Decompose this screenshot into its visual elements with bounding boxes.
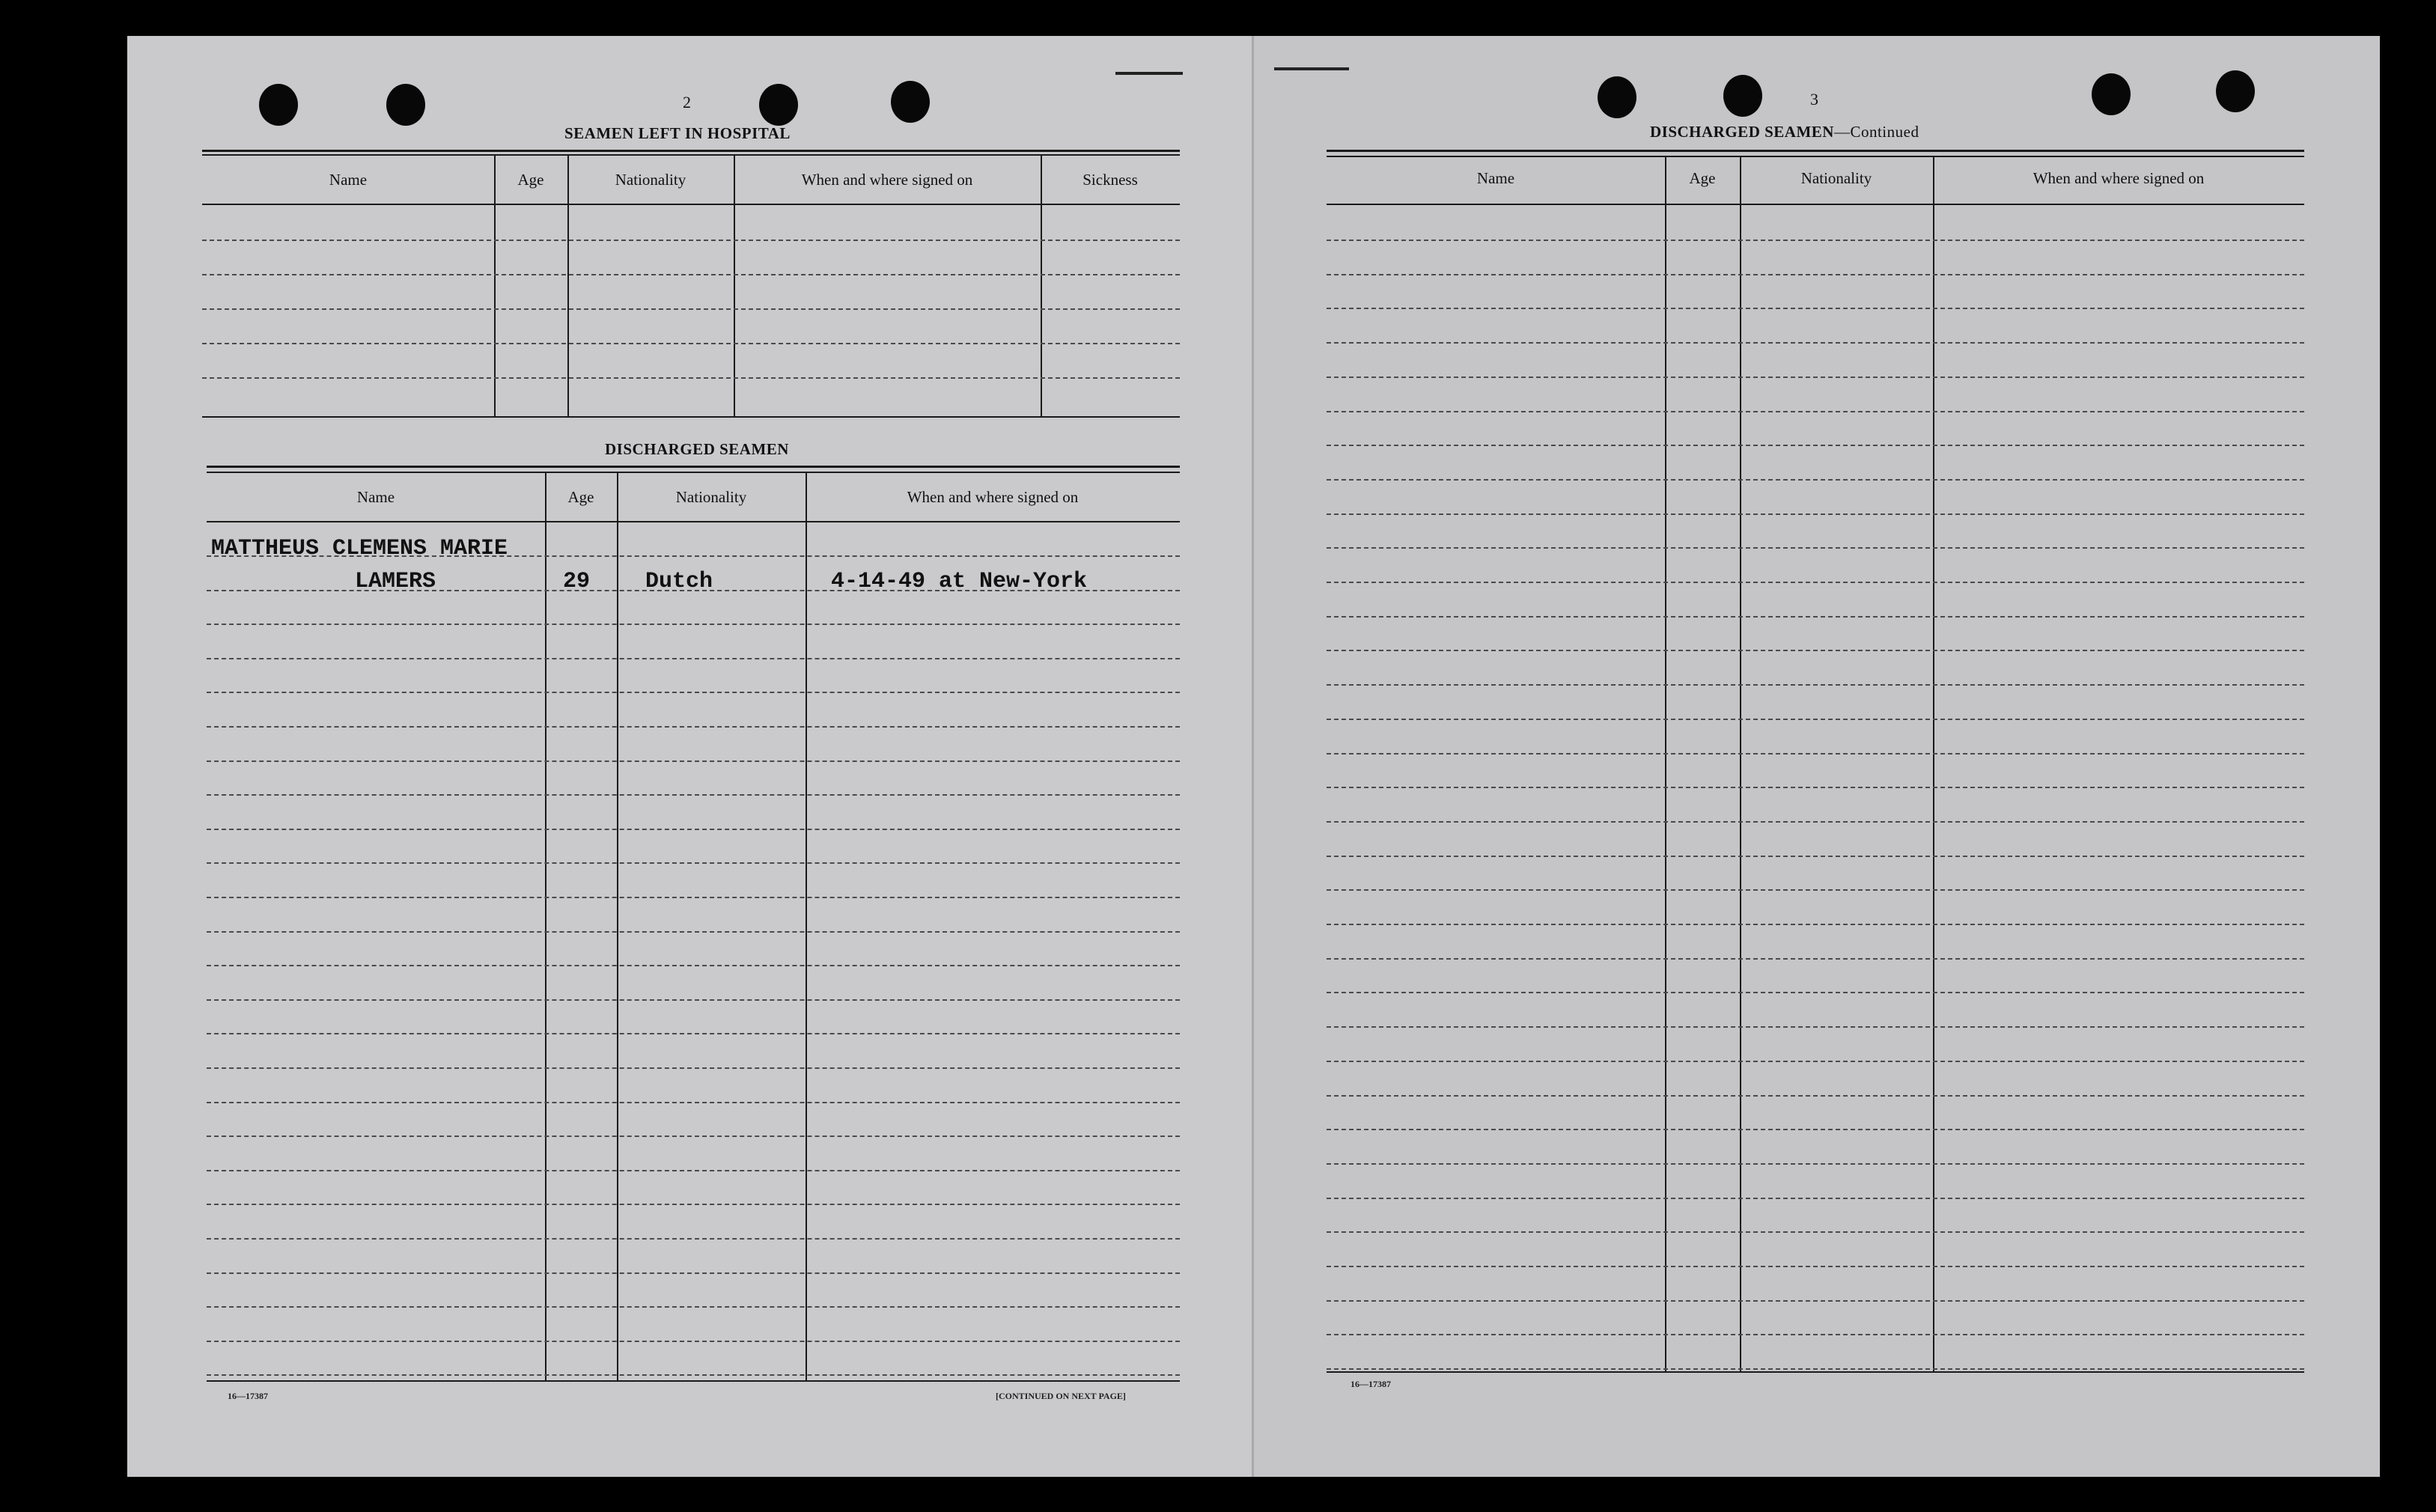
column-header-nationality: Nationality xyxy=(615,171,686,189)
row-line xyxy=(1327,1026,2304,1028)
row-line xyxy=(207,726,1180,728)
column-divider xyxy=(1665,156,1666,1373)
table-top-rule xyxy=(1327,156,2304,157)
row-line xyxy=(1327,1334,2304,1335)
punch-hole xyxy=(1723,75,1762,117)
punch-hole xyxy=(759,84,798,126)
row-line xyxy=(207,658,1180,659)
row-line xyxy=(1327,1095,2304,1097)
row-line xyxy=(1327,308,2304,309)
row-line xyxy=(1327,1368,2304,1370)
column-header-name: Name xyxy=(329,171,368,189)
column-header-nationality: Nationality xyxy=(1800,169,1872,187)
row-line xyxy=(1327,856,2304,857)
title-bold: DISCHARGED SEAMEN xyxy=(1650,123,1834,141)
row-line xyxy=(207,1238,1180,1240)
title-suffix: —Continued xyxy=(1833,123,1919,141)
row-line xyxy=(1327,1163,2304,1165)
column-header-name: Name xyxy=(356,488,395,506)
seaman-name: MATTHEUS CLEMENS MARIE xyxy=(211,536,508,561)
row-line xyxy=(1327,582,2304,583)
row-line xyxy=(202,274,1180,275)
row-line xyxy=(1327,445,2304,446)
page-number: 3 xyxy=(1810,90,1818,109)
row-line xyxy=(207,862,1180,864)
column-header-name: Name xyxy=(1476,169,1515,187)
column-divider xyxy=(1933,156,1934,1373)
row-line xyxy=(1327,411,2304,412)
row-line xyxy=(1327,1231,2304,1233)
row-line xyxy=(1327,1198,2304,1199)
row-line xyxy=(1327,616,2304,618)
row-line xyxy=(207,1067,1180,1069)
page-number: 2 xyxy=(683,93,691,112)
row-line xyxy=(1327,1061,2304,1062)
row-line xyxy=(207,897,1180,898)
row-line xyxy=(207,1204,1180,1205)
row-line xyxy=(202,377,1180,379)
ink-mark xyxy=(1274,67,1349,70)
column-header-age: Age xyxy=(1689,169,1716,187)
discharged-section-title: DISCHARGED SEAMEN xyxy=(605,440,789,458)
row-line xyxy=(1327,377,2304,378)
row-line xyxy=(207,692,1180,693)
row-line xyxy=(1327,787,2304,788)
row-line xyxy=(207,1033,1180,1034)
left-page xyxy=(127,36,1252,1477)
column-header-sickness: Sickness xyxy=(1083,171,1138,189)
column-header-age: Age xyxy=(567,488,594,506)
row-line xyxy=(1327,753,2304,755)
seaman-signed-on: 4-14-49 at New-York xyxy=(831,569,1088,594)
row-line xyxy=(1327,821,2304,823)
row-line xyxy=(207,1341,1180,1342)
header-bottom-rule xyxy=(1327,204,2304,205)
row-line xyxy=(207,1306,1180,1308)
punch-hole xyxy=(259,84,298,126)
right-page xyxy=(1252,36,2380,1477)
row-line xyxy=(1327,650,2304,651)
row-line xyxy=(1327,547,2304,549)
row-line xyxy=(207,931,1180,933)
row-line xyxy=(207,760,1180,762)
row-line xyxy=(207,1272,1180,1274)
row-line xyxy=(1327,274,2304,275)
row-line xyxy=(207,794,1180,796)
row-line xyxy=(1327,513,2304,515)
table-bottom-rule xyxy=(1327,1371,2304,1373)
table-top-rule xyxy=(202,150,1180,152)
row-line xyxy=(202,308,1180,310)
punch-hole xyxy=(1598,76,1636,118)
hospital-section-title: SEAMEN LEFT IN HOSPITAL xyxy=(564,124,791,142)
continued-note: [CONTINUED ON NEXT PAGE] xyxy=(996,1391,1126,1401)
row-line xyxy=(1327,240,2304,241)
column-divider xyxy=(545,472,546,1382)
column-header-nationality: Nationality xyxy=(675,488,747,506)
punch-hole xyxy=(2092,73,2131,115)
row-line xyxy=(207,1135,1180,1137)
form-number: 16—17387 xyxy=(228,1391,268,1401)
row-line xyxy=(1327,684,2304,686)
column-header-signed-on: When and where signed on xyxy=(801,171,973,189)
column-divider xyxy=(1740,156,1741,1373)
discharged-continued-title xyxy=(1650,123,1919,141)
row-line xyxy=(1327,1300,2304,1302)
row-line xyxy=(1327,1266,2304,1267)
form-number: 16—17387 xyxy=(1351,1379,1391,1389)
seaman-nationality: Dutch xyxy=(645,569,713,594)
header-bottom-rule xyxy=(207,521,1180,522)
row-line xyxy=(1327,889,2304,891)
table-bottom-rule xyxy=(202,416,1180,418)
seaman-age: 29 xyxy=(563,569,591,594)
row-line xyxy=(207,965,1180,966)
row-line xyxy=(202,240,1180,241)
seaman-surname: LAMERS xyxy=(355,569,436,594)
column-divider xyxy=(617,472,618,1382)
row-line xyxy=(1327,992,2304,993)
column-divider xyxy=(806,472,807,1382)
table-top-rule xyxy=(202,154,1180,156)
row-line xyxy=(207,624,1180,625)
row-line xyxy=(1327,479,2304,481)
table-bottom-rule xyxy=(207,1380,1180,1382)
row-line xyxy=(207,1102,1180,1103)
column-header-signed-on: When and where signed on xyxy=(907,488,1079,506)
row-line xyxy=(1327,924,2304,925)
row-line xyxy=(202,343,1180,344)
ink-mark xyxy=(1115,72,1183,75)
column-header-age: Age xyxy=(517,171,544,189)
row-line xyxy=(207,829,1180,830)
row-line xyxy=(207,999,1180,1001)
row-line xyxy=(1327,1129,2304,1130)
punch-hole xyxy=(891,81,930,123)
punch-hole xyxy=(386,84,425,126)
column-header-signed-on: When and where signed on xyxy=(2032,169,2205,187)
row-line xyxy=(207,1374,1180,1376)
table-top-rule xyxy=(207,472,1180,473)
punch-hole xyxy=(2216,70,2255,112)
row-line xyxy=(1327,958,2304,960)
row-line xyxy=(1327,342,2304,344)
row-line xyxy=(207,1170,1180,1171)
header-bottom-rule xyxy=(202,204,1180,205)
table-top-rule xyxy=(1327,150,2304,152)
row-line xyxy=(1327,719,2304,720)
table-top-rule xyxy=(207,466,1180,468)
